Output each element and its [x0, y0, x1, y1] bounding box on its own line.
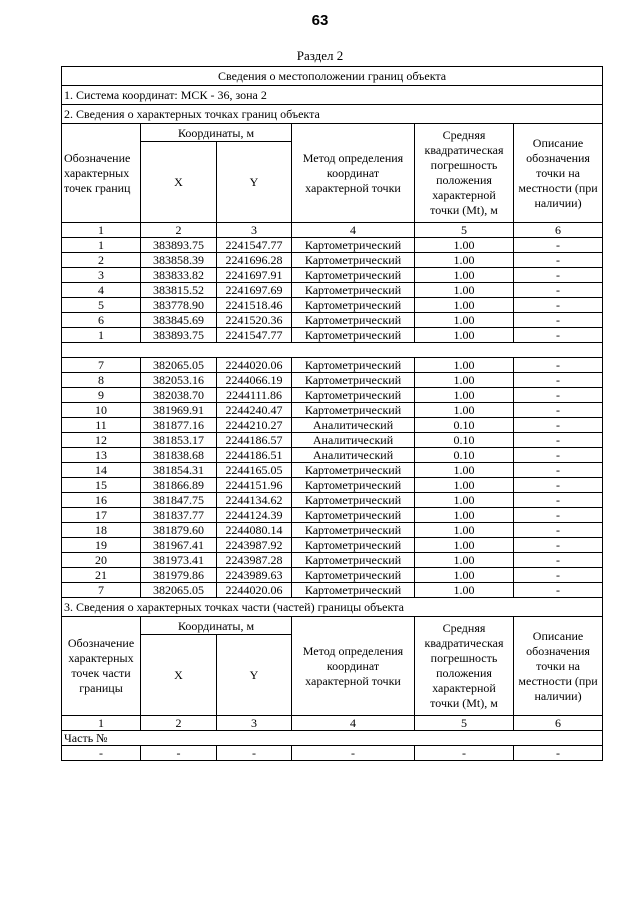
column-number: 3	[217, 716, 292, 731]
method-cell: Картометрический	[292, 508, 415, 523]
table-row	[62, 523, 603, 538]
y-cell: 2244080.14	[217, 523, 292, 538]
header-error: Средняя квадратическая погрешность положения характерной точки (Mt), м	[415, 124, 514, 223]
error-cell: 1.00	[415, 403, 514, 418]
x-cell: 383815.52	[141, 283, 217, 298]
x-cell: 381969.91	[141, 403, 217, 418]
column-number: 4	[292, 716, 415, 731]
y-cell: 2241547.77	[217, 238, 292, 253]
description-cell: -	[514, 283, 603, 298]
description-cell: -	[514, 508, 603, 523]
description-cell: -	[514, 433, 603, 448]
x-cell: 381879.60	[141, 523, 217, 538]
table-row	[62, 298, 603, 313]
x-cell: 381979.86	[141, 568, 217, 583]
description-cell: -	[514, 568, 603, 583]
table-row	[62, 253, 603, 268]
description-cell: -	[514, 328, 603, 343]
method-cell: -	[292, 746, 415, 761]
y-cell: 2244151.96	[217, 478, 292, 493]
x-cell: 381866.89	[141, 478, 217, 493]
point-cell: 11	[62, 418, 141, 433]
part-header-y: Y	[217, 635, 292, 716]
point-cell: 7	[62, 583, 141, 598]
error-cell: 1.00	[415, 493, 514, 508]
y-cell: 2244124.39	[217, 508, 292, 523]
header-method: Метод определения координат характерной точки	[292, 124, 415, 223]
y-cell: 2241518.46	[217, 298, 292, 313]
contour-separator-row	[62, 343, 603, 358]
x-cell: 381838.68	[141, 448, 217, 463]
point-cell: 10	[62, 403, 141, 418]
error-cell: 1.00	[415, 313, 514, 328]
description-cell: -	[514, 448, 603, 463]
y-cell: 2244210.27	[217, 418, 292, 433]
table-row	[62, 268, 603, 283]
x-cell: 381853.17	[141, 433, 217, 448]
table-row	[62, 313, 603, 328]
table-row	[62, 283, 603, 298]
table-row	[62, 508, 603, 523]
table-row	[62, 568, 603, 583]
part-column-numbers-row	[62, 716, 603, 731]
boundary-table	[61, 66, 603, 761]
table-row	[62, 403, 603, 418]
description-cell: -	[514, 403, 603, 418]
x-cell: 381847.75	[141, 493, 217, 508]
description-cell: -	[514, 523, 603, 538]
table-row	[62, 583, 603, 598]
table-row	[62, 493, 603, 508]
point-cell: 15	[62, 478, 141, 493]
description-cell: -	[514, 268, 603, 283]
y-cell: -	[217, 746, 292, 761]
point-cell: 17	[62, 508, 141, 523]
description-cell: -	[514, 478, 603, 493]
method-cell: Картометрический	[292, 388, 415, 403]
description-cell: -	[514, 583, 603, 598]
column-number: 2	[141, 223, 217, 238]
error-cell: 1.00	[415, 568, 514, 583]
point-cell: 1	[62, 238, 141, 253]
point-cell: 4	[62, 283, 141, 298]
table-row	[62, 328, 603, 343]
x-cell: 381973.41	[141, 553, 217, 568]
column-number: 5	[415, 716, 514, 731]
point-cell: 7	[62, 358, 141, 373]
method-cell: Картометрический	[292, 583, 415, 598]
error-cell: 0.10	[415, 433, 514, 448]
error-cell: 1.00	[415, 463, 514, 478]
method-cell: Картометрический	[292, 493, 415, 508]
point-cell: -	[62, 746, 141, 761]
column-numbers-row	[62, 223, 603, 238]
part-header-coords: Координаты, м	[141, 617, 292, 635]
x-cell: 382065.05	[141, 358, 217, 373]
y-cell: 2244066.19	[217, 373, 292, 388]
method-cell: Картометрический	[292, 253, 415, 268]
header-point: Обозначение характерных точек границ	[62, 124, 141, 223]
table-row	[62, 463, 603, 478]
description-cell: -	[514, 493, 603, 508]
x-cell: 382038.70	[141, 388, 217, 403]
description-cell: -	[514, 538, 603, 553]
point-cell: 16	[62, 493, 141, 508]
x-cell: 383893.75	[141, 238, 217, 253]
part-heading-row	[62, 598, 603, 617]
part-header-row	[62, 617, 603, 635]
column-number: 3	[217, 223, 292, 238]
y-cell: 2244165.05	[217, 463, 292, 478]
point-cell: 1	[62, 328, 141, 343]
error-cell: 0.10	[415, 448, 514, 463]
y-cell: 2244111.86	[217, 388, 292, 403]
x-cell: 381877.16	[141, 418, 217, 433]
method-cell: Картометрический	[292, 478, 415, 493]
error-cell: 1.00	[415, 478, 514, 493]
table-row	[62, 538, 603, 553]
method-cell: Аналитический	[292, 418, 415, 433]
y-cell: 2244240.47	[217, 403, 292, 418]
method-cell: Аналитический	[292, 433, 415, 448]
table-row	[62, 418, 603, 433]
main-title: Сведения о местоположении границ объекта	[62, 67, 603, 86]
x-cell: 383858.39	[141, 253, 217, 268]
point-cell: 12	[62, 433, 141, 448]
description-cell: -	[514, 553, 603, 568]
column-number: 1	[62, 716, 141, 731]
error-cell: 1.00	[415, 553, 514, 568]
method-cell: Картометрический	[292, 523, 415, 538]
x-cell: 381967.41	[141, 538, 217, 553]
part-header-method: Метод определения координат характерной точки	[292, 617, 415, 716]
error-cell: 1.00	[415, 253, 514, 268]
x-cell: -	[141, 746, 217, 761]
error-cell: 1.00	[415, 298, 514, 313]
y-cell: 2241696.28	[217, 253, 292, 268]
y-cell: 2243989.63	[217, 568, 292, 583]
description-cell: -	[514, 238, 603, 253]
column-number: 6	[514, 223, 603, 238]
column-number: 6	[514, 716, 603, 731]
x-cell: 382053.16	[141, 373, 217, 388]
description-cell: -	[514, 358, 603, 373]
error-cell: 1.00	[415, 358, 514, 373]
coordinate-system: 1. Система координат: МСК - 36, зона 2	[62, 86, 603, 105]
point-cell: 13	[62, 448, 141, 463]
description-cell: -	[514, 746, 603, 761]
x-cell: 381837.77	[141, 508, 217, 523]
method-cell: Картометрический	[292, 358, 415, 373]
x-cell: 383893.75	[141, 328, 217, 343]
description-cell: -	[514, 388, 603, 403]
x-cell: 383778.90	[141, 298, 217, 313]
error-cell: 1.00	[415, 373, 514, 388]
description-cell: -	[514, 373, 603, 388]
point-cell: 19	[62, 538, 141, 553]
description-cell: -	[514, 313, 603, 328]
table-row	[62, 478, 603, 493]
point-cell: 18	[62, 523, 141, 538]
method-cell: Картометрический	[292, 463, 415, 478]
table-row	[62, 448, 603, 463]
section-title: Раздел 2	[296, 48, 344, 63]
y-cell: 2241697.91	[217, 268, 292, 283]
point-cell: 6	[62, 313, 141, 328]
method-cell: Картометрический	[292, 553, 415, 568]
part-header-error: Средняя квадратическая погрешность положения характерной точки (Mt), м	[415, 617, 514, 716]
column-number: 2	[141, 716, 217, 731]
error-cell: 1.00	[415, 283, 514, 298]
table-row	[62, 358, 603, 373]
method-cell: Картометрический	[292, 268, 415, 283]
description-cell: -	[514, 418, 603, 433]
method-cell: Картометрический	[292, 238, 415, 253]
error-cell: 1.00	[415, 538, 514, 553]
description-cell: -	[514, 298, 603, 313]
point-cell: 8	[62, 373, 141, 388]
header-x: X	[141, 142, 217, 223]
method-cell: Картометрический	[292, 373, 415, 388]
part-empty-row	[62, 746, 603, 761]
boundary-heading: 2. Сведения о характерных точках границ объекта	[62, 105, 603, 124]
method-cell: Картометрический	[292, 568, 415, 583]
description-cell: -	[514, 463, 603, 478]
method-cell: Картометрический	[292, 328, 415, 343]
x-cell: 381854.31	[141, 463, 217, 478]
x-cell: 383845.69	[141, 313, 217, 328]
point-cell: 3	[62, 268, 141, 283]
y-cell: 2244186.51	[217, 448, 292, 463]
y-cell: 2243987.28	[217, 553, 292, 568]
point-cell: 9	[62, 388, 141, 403]
error-cell: -	[415, 746, 514, 761]
y-cell: 2244134.62	[217, 493, 292, 508]
column-number: 4	[292, 223, 415, 238]
point-cell: 14	[62, 463, 141, 478]
point-cell: 5	[62, 298, 141, 313]
column-number: 5	[415, 223, 514, 238]
point-cell: 2	[62, 253, 141, 268]
header-coords: Координаты, м	[141, 124, 292, 142]
separator-cell	[62, 343, 603, 358]
y-cell: 2241547.77	[217, 328, 292, 343]
point-cell: 21	[62, 568, 141, 583]
page-number: 63	[311, 12, 329, 29]
method-cell: Картометрический	[292, 298, 415, 313]
y-cell: 2241697.69	[217, 283, 292, 298]
x-cell: 382065.05	[141, 583, 217, 598]
error-cell: 1.00	[415, 583, 514, 598]
part-heading: 3. Сведения о характерных точках части (частей) границы объекта	[62, 598, 603, 617]
error-cell: 1.00	[415, 388, 514, 403]
y-cell: 2243987.92	[217, 538, 292, 553]
y-cell: 2244020.06	[217, 583, 292, 598]
method-cell: Картометрический	[292, 313, 415, 328]
error-cell: 1.00	[415, 238, 514, 253]
table-row	[62, 373, 603, 388]
error-cell: 1.00	[415, 328, 514, 343]
part-label: Часть №	[62, 731, 603, 746]
error-cell: 1.00	[415, 523, 514, 538]
error-cell: 0.10	[415, 418, 514, 433]
method-cell: Картометрический	[292, 403, 415, 418]
error-cell: 1.00	[415, 508, 514, 523]
table-row	[62, 388, 603, 403]
y-cell: 2241520.36	[217, 313, 292, 328]
y-cell: 2244020.06	[217, 358, 292, 373]
method-cell: Картометрический	[292, 283, 415, 298]
error-cell: 1.00	[415, 268, 514, 283]
description-cell: -	[514, 253, 603, 268]
header-y: Y	[217, 142, 292, 223]
table-row	[62, 238, 603, 253]
table-row	[62, 553, 603, 568]
table-row	[62, 433, 603, 448]
method-cell: Аналитический	[292, 448, 415, 463]
x-cell: 383833.82	[141, 268, 217, 283]
y-cell: 2244186.57	[217, 433, 292, 448]
part-header-description: Описание обозначения точки на местности (при наличии)	[514, 617, 603, 716]
column-number: 1	[62, 223, 141, 238]
method-cell: Картометрический	[292, 538, 415, 553]
part-header-point: Обозначение характерных точек части границы	[62, 617, 141, 716]
part-label-row	[62, 731, 603, 746]
header-description: Описание обозначения точки на местности (при наличии)	[514, 124, 603, 223]
part-header-x: X	[141, 635, 217, 716]
point-cell: 20	[62, 553, 141, 568]
